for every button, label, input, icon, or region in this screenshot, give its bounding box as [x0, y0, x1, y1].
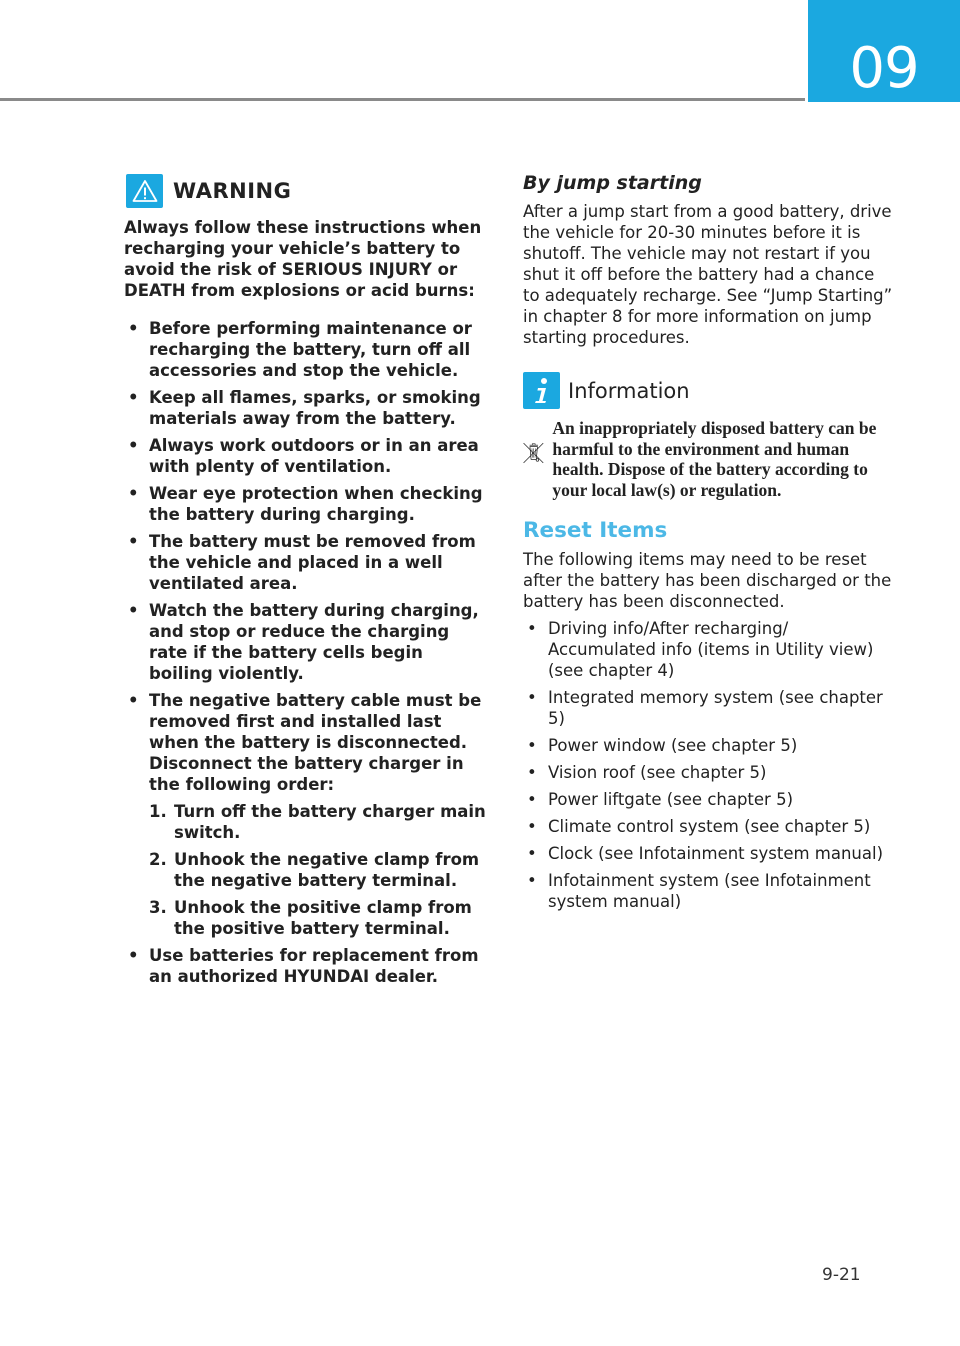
warning-icon: [126, 174, 163, 208]
crossed-bin-icon: [523, 415, 544, 491]
reset-item: • Power window (see chapter 5): [523, 735, 893, 756]
warning-intro: Always follow these instructions when recharging your vehicle’s battery to avoid the risk of SERIOUS INJURY or DEATH from explosions or acid burns:: [124, 218, 482, 300]
reset-item: • Integrated memory system (see chapter 5): [523, 687, 893, 729]
warning-item: • The battery must be removed from the vehicle and placed in a well ventilated area.: [124, 531, 490, 594]
warning-item: • Keep all flames, sparks, or smoking materials away from the battery.: [124, 387, 490, 429]
reset-item: • Clock (see Infotainment system manual): [523, 843, 893, 864]
warning-item-text: The negative battery cable must be removed first and installed last when the battery is disconnected. Disconnect the battery charger in the following order:: [149, 690, 482, 794]
warning-list: [124, 318, 490, 987]
reset-items-list: [523, 618, 893, 912]
step-number: 3.: [149, 897, 167, 917]
disconnect-steps: [149, 801, 490, 939]
information-body: [523, 415, 893, 500]
reset-items-intro: The following items may need to be reset after the battery has been discharged or the battery has been disconnected.: [523, 550, 892, 611]
jump-starting-body: After a jump start from a good battery, drive the vehicle for 20-30 minutes before it is shutoff. The vehicle may not restart if you shut it off before the battery had a chance to adequately recharge. See “Jump Starting” in chapter 8 for more information on jump starting procedures.: [523, 202, 893, 347]
step-text: Turn off the battery charger main switch.: [174, 801, 486, 842]
step-number: 1.: [149, 801, 167, 821]
information-icon: [523, 372, 560, 409]
warning-item: • Before performing maintenance or recharging the battery, turn off all accessories and stop the vehicle.: [124, 318, 490, 381]
step-item: [149, 897, 490, 939]
reset-items-title: Reset Items: [523, 518, 668, 543]
warning-item: • Watch the battery during charging, and stop or reduce the charging rate if the battery cells begin boiling violently.: [124, 600, 490, 684]
jump-starting-title: By jump starting: [523, 172, 702, 194]
reset-item: • Power liftgate (see chapter 5): [523, 789, 893, 810]
step-text: Unhook the negative clamp from the negative battery terminal.: [174, 849, 480, 890]
step-item: [149, 801, 490, 843]
step-number: 2.: [149, 849, 167, 869]
warning-item: • Always work outdoors or in an area with plenty of ventilation.: [124, 435, 490, 477]
information-header: [523, 372, 893, 409]
page-number: 9-21: [822, 1265, 861, 1285]
warning-title: WARNING: [173, 179, 292, 203]
warning-item: • Wear eye protection when checking the battery during charging.: [124, 483, 490, 525]
chapter-tab: 09: [808, 0, 960, 102]
reset-item: • Driving info/After recharging/ Accumulated info (items in Utility view) (see chapter 4): [523, 618, 893, 681]
header-rule: [0, 98, 805, 101]
warning-header: [126, 174, 490, 208]
warning-item: • Use batteries for replacement from an authorized HYUNDAI dealer.: [124, 945, 490, 987]
right-column: [523, 172, 893, 918]
step-text: Unhook the positive clamp from the positive battery terminal.: [174, 897, 472, 938]
information-title: Information: [568, 378, 690, 403]
reset-item: • Vision roof (see chapter 5): [523, 762, 893, 783]
step-item: [149, 849, 490, 891]
reset-item: • Climate control system (see chapter 5): [523, 816, 893, 837]
information-text: An inappropriately disposed battery can be harmful to the environment and human health. Dispose of the battery according to your local law(s) or regulation.: [552, 418, 877, 500]
warning-item-disconnect: [124, 690, 490, 939]
left-column: [124, 174, 490, 993]
reset-item: • Infotainment system (see Infotainment system manual): [523, 870, 893, 912]
